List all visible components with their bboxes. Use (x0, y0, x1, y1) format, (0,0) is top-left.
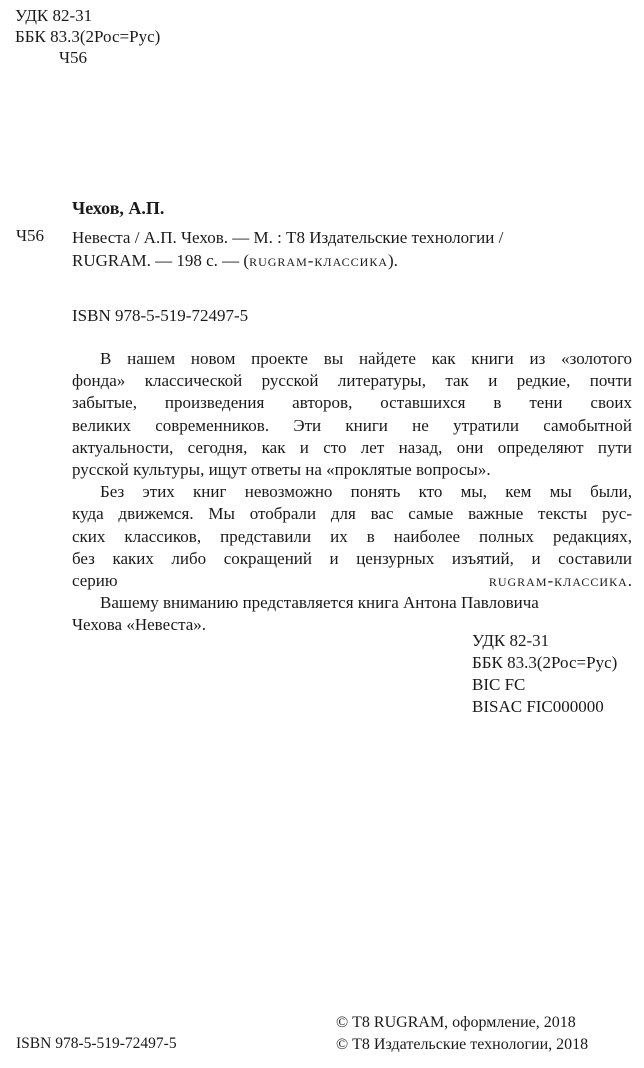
udk-code: УДК 82-31 (472, 631, 550, 650)
copyright-design: © Т8 RUGRAM, оформление, 2018 (336, 1014, 576, 1031)
annotation-paragraph-1 (72, 348, 632, 481)
record-line-1: Невеста / А.П. Чехов. — М. : Т8 Издательские технологии / (72, 228, 504, 247)
copyright-block (336, 1012, 588, 1056)
series-suffix: . (627, 571, 632, 591)
right-classification-block (472, 630, 617, 718)
paragraph-line: Чехова «Невеста». (72, 615, 207, 635)
series-name: rugram-классика (249, 251, 388, 270)
paragraph-line: забытые, произведения авторов, оставшихся в тени своих (72, 393, 632, 413)
paragraph-line: великих современников. Эти книги не утратили самобытной (72, 415, 632, 435)
bbk-code: ББК 83.3(2Рос=Рус) (15, 27, 161, 46)
paragraph-line: фонда» классической русской литературы, так и редкие, почти (72, 371, 632, 391)
top-classification-block (15, 5, 160, 68)
series-prefix: серию (72, 571, 489, 591)
paragraph-line: куда движемся. Мы отобрали для вас самые важные тексты рус- (72, 504, 632, 524)
paragraph-line: Без этих книг невозможно понять кто мы, кем мы были, (100, 482, 632, 502)
copyright-publisher: © Т8 Издательские технологии, 2018 (336, 1036, 589, 1053)
record-line-2-prefix: RUGRAM. — 198 с. — ( (72, 251, 250, 270)
paragraph-line: ских классиков, представили их в наиболее полных редакциях, (72, 526, 632, 546)
paragraph-line: без каких либо сокращений и цензурных изъятий, и составили (72, 548, 632, 568)
record-line-2 (72, 249, 632, 272)
record-line-2-suffix: ). (388, 251, 398, 270)
paragraph-line: русской культуры, ищут ответы на «проклятые вопросы». (72, 460, 491, 480)
bisac-code: BISAC FIC000000 (472, 697, 604, 716)
udk-code: УДК 82-31 (15, 6, 93, 25)
author-heading: Чехов, А.П. (72, 198, 165, 218)
isbn: ISBN 978-5-519-72497-5 (72, 306, 249, 325)
paragraph-line: Вашему вниманию представляется книга Антона Павловича (100, 593, 539, 613)
author-mark: Ч56 (16, 226, 45, 245)
annotation (72, 348, 632, 637)
series-name-inline: rugram-классика (488, 571, 628, 591)
annotation-paragraph-2 (72, 481, 632, 592)
paragraph-line: актуальности, сегодня, как и сто лет назад, они определяют пути (72, 437, 632, 457)
author-code: Ч56 (59, 48, 88, 67)
bbk-code: ББК 83.3(2Рос=Рус) (472, 653, 618, 672)
footer-isbn: ISBN 978-5-519-72497-5 (16, 1035, 177, 1052)
bibliographic-record (72, 226, 632, 272)
paragraph-line: В нашем новом проекте вы найдете как книги из «золотого (100, 349, 632, 368)
paragraph-line (72, 570, 632, 592)
bic-code: BIC FC (472, 675, 526, 694)
